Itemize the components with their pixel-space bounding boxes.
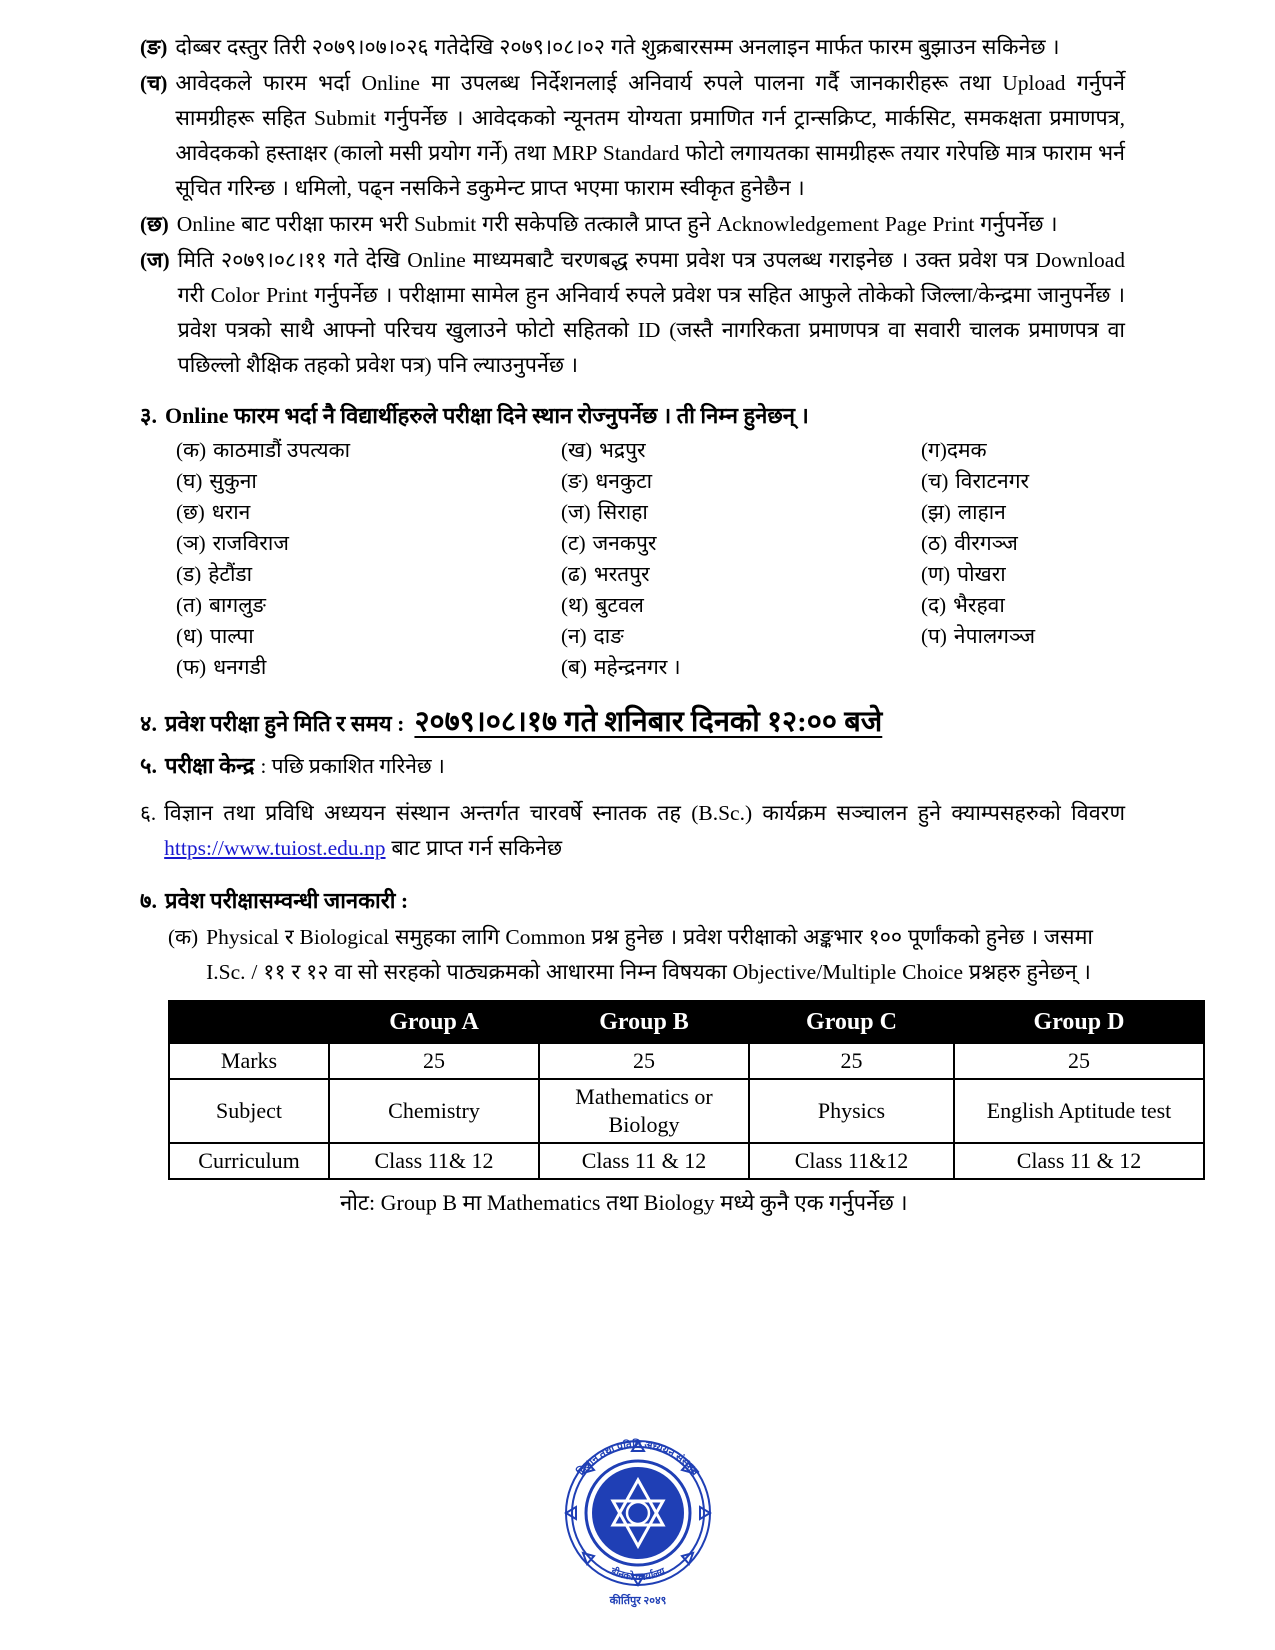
city-row	[176, 435, 1125, 466]
clause-ja	[140, 243, 1125, 383]
clause-ja-marker: (ज)	[140, 248, 170, 272]
tuiost-website-link[interactable]: https://www.tuiost.edu.np	[164, 836, 386, 860]
cell-curriculum-d: Class 11 & 12	[954, 1143, 1204, 1179]
section-6-text	[164, 796, 1125, 866]
cell-subject-a: Chemistry	[329, 1079, 539, 1143]
exam-city-list	[140, 435, 1125, 683]
city-name: सुकुना	[209, 469, 257, 493]
section-7-item-ka-text: Physical र Biological समुहका लागि Common प्रश्न हुनेछ । प्रवेश परीक्षाको अङ्कभार १०० पूर्णांकको हुनेछ । जसमा I.Sc. / ११ र १२ वा सो सरहको पाठ्यक्रमको आधारमा निम्न विषयका Objective/Multiple Choice प्रश्नहरु हुनेछन् ।	[206, 925, 1093, 984]
row-label-curriculum: Curriculum	[169, 1143, 329, 1179]
exam-date-time-value: २०७९।०८।१७ गते शनिबार दिनको १२:०० बजे	[414, 706, 883, 738]
clause-chha-marker: (छ)	[140, 212, 169, 236]
table-header-group-b: Group B	[539, 1001, 749, 1043]
city-item-chha[interactable]	[176, 497, 561, 528]
city-key: (ठ)	[921, 531, 948, 555]
city-row	[176, 528, 1125, 559]
section-3-title-rest: फारम भर्दा नै विद्यार्थीहरुले परीक्षा दिने स्थान रोज्नुपर्नेछ । ती निम्न हुनेछन् ।	[228, 403, 809, 428]
city-name: दमक	[946, 438, 987, 462]
city-item-da2[interactable]	[921, 590, 1125, 621]
city-item-empty	[921, 652, 1125, 683]
city-row	[176, 497, 1125, 528]
city-key: (ङ)	[561, 469, 589, 493]
city-item-nga[interactable]	[561, 466, 921, 497]
section-6-text-after: बाट प्राप्त गर्न सकिनेछ	[385, 836, 563, 860]
city-name: बागलुङ	[208, 593, 266, 617]
section-4	[140, 701, 1125, 740]
city-item-gha[interactable]	[176, 466, 561, 497]
city-item-cha[interactable]	[921, 466, 1125, 497]
city-name: धरान	[211, 500, 251, 524]
section-4-label: प्रवेश परीक्षा हुने मिति र समय :	[164, 711, 405, 736]
city-key: (ड)	[176, 562, 202, 586]
city-name: वीरगञ्ज	[954, 531, 1018, 555]
city-item-dha[interactable]	[561, 559, 921, 590]
clause-nga-text: दोब्बर दस्तुर तिरी २०७९।०७।०२६ गतेदेखि २०७९।०८।०२ गते शुक्रबारसम्म अनलाइन मार्फत फारम बुझाउन सकिनेछ ।	[175, 35, 1060, 59]
city-key: (ज)	[561, 500, 591, 524]
section-6	[140, 796, 1125, 866]
city-name: विराटनगर	[955, 469, 1030, 493]
city-key: (फ)	[176, 655, 207, 679]
city-key: (प)	[921, 624, 947, 648]
section-3-title	[165, 399, 1125, 433]
city-item-tha[interactable]	[921, 528, 1125, 559]
row-label-subject: Subject	[169, 1079, 329, 1143]
clause-nga-marker: (ङ)	[140, 35, 168, 59]
city-key: (ट)	[561, 531, 586, 555]
section-3-title-keyword: Online	[164, 403, 229, 428]
clause-ja-text: मिति २०७९।०८।११ गते देखि Online माध्यमबाटै चरणबद्ध रुपमा प्रवेश पत्र उपलब्ध गराइनेछ । उक्त प्रवेश पत्र Download गरी Color Print गर्नुपर्नेछ । परीक्षामा सामेल हुन अनिवार्य रुपले प्रवेश पत्र सहित आफुले तोकेको जिल्ला/केन्द्रमा जानुपर्नेछ । प्रवेश पत्रको साथै आफ्नो परिचय खुलाउने फोटो सहितको ID (जस्तै नागरिकता प्रमाणपत्र वा सवारी चालक प्रमाणपत्र वा पछिल्लो शैक्षिक तहको प्रवेश पत्र) पनि ल्याउनुपर्नेछ ।	[177, 248, 1125, 377]
table-header-row	[169, 1001, 1204, 1043]
city-key: (ब)	[561, 655, 587, 679]
clause-nga	[140, 30, 1125, 65]
cell-marks-c: 25	[749, 1043, 954, 1079]
section-7-number: ७.	[140, 888, 157, 913]
city-name: पोखरा	[957, 562, 1006, 586]
city-name: भैरहवा	[953, 593, 1005, 617]
city-key: (त)	[176, 593, 202, 617]
clause-chha-text: Online बाट परीक्षा फारम भरी Submit गरी सकेपछि तत्कालै प्राप्त हुने Acknowledgement Page Print गर्नुपर्नेछ ।	[176, 212, 1058, 236]
row-label-marks: Marks	[169, 1043, 329, 1079]
table-header-group-c: Group C	[749, 1001, 954, 1043]
section-7-item-ka-marker: (क)	[168, 925, 199, 949]
institution-seal	[0, 1418, 1275, 1608]
city-key: (द)	[921, 593, 947, 617]
city-key: (छ)	[176, 500, 205, 524]
cell-marks-d: 25	[954, 1043, 1204, 1079]
section-3-heading	[140, 399, 1125, 433]
city-name: दाङ	[593, 624, 624, 648]
city-row	[176, 590, 1125, 621]
section-6-text-before: विज्ञान तथा प्रविधि अध्ययन संस्थान अन्तर्गत चारवर्षे स्नातक तह (B.Sc.) कार्यक्रम सञ्चालन हुने क्याम्पसहरुको विवरण	[164, 801, 1125, 825]
city-name: महेन्द्रनगर ।	[593, 655, 681, 679]
seal-office-line: डीनको कार्यालय	[608, 1566, 667, 1584]
table-note-text: Group B मा Mathematics तथा Biology मध्ये कुनै एक गर्नुपर्नेछ ।	[375, 1190, 908, 1215]
city-row	[176, 466, 1125, 497]
seal-graphic	[543, 1418, 733, 1608]
table-row	[169, 1043, 1204, 1079]
cell-curriculum-a: Class 11& 12	[329, 1143, 539, 1179]
clause-cha-marker: (च)	[140, 71, 168, 95]
city-name: भद्रपुर	[599, 438, 646, 462]
city-key: (च)	[921, 469, 949, 493]
city-key: (ध)	[176, 624, 203, 648]
city-name: नेपालगञ्ज	[953, 624, 1036, 648]
city-item-nya[interactable]	[176, 528, 561, 559]
table-header-blank	[169, 1001, 329, 1043]
clause-cha-text: आवेदकले फारम भर्दा Online मा उपलब्ध निर्देशनलाई अनिवार्य रुपले पालना गर्दै जानकारीहरू तथा Upload गर्नुपर्ने सामग्रीहरू सहित Submit गर्नुपर्नेछ । आवेदकको न्यूनतम योग्यता प्रमाणित गर्न ट्रान्सक्रिप्ट, मार्कसिट, समकक्षता प्रमाणपत्र, आवेदकको हस्ताक्षर (कालो मसी प्रयोग गर्ने) तथा MRP Standard फोटो लगायतका सामग्रीहरू तयार गरेपछि मात्र फाराम भर्न सूचित गरिन्छ । धमिलो, पढ्न नसकिने डकुमेन्ट प्राप्त भएमा फाराम स्वीकृत हुनेछैन ।	[175, 71, 1125, 200]
city-item-dha2[interactable]	[176, 621, 561, 652]
section-4-number: ४.	[140, 711, 157, 736]
section-7-item-ka	[140, 920, 1125, 990]
city-key: (थ)	[561, 593, 589, 617]
section-5-value: : पछि प्रकाशित गरिनेछ ।	[260, 754, 445, 778]
cell-curriculum-c: Class 11&12	[749, 1143, 954, 1179]
city-item-pa[interactable]	[921, 621, 1125, 652]
city-name: काठमाडौं उपत्यका	[213, 438, 351, 462]
city-item-na[interactable]	[921, 559, 1125, 590]
city-name: जनकपुर	[592, 531, 657, 555]
city-item-ba[interactable]	[561, 652, 921, 683]
city-row	[176, 652, 1125, 683]
city-name: हेटौंडा	[208, 562, 253, 586]
seal-outer-text: विज्ञान तथा प्रविधि अध्ययन संस्थान	[575, 1439, 700, 1478]
section-7-title: प्रवेश परीक्षासम्वन्धी जानकारी :	[164, 888, 409, 913]
cell-marks-a: 25	[329, 1043, 539, 1079]
city-name: भरतपुर	[593, 562, 650, 586]
city-row	[176, 621, 1125, 652]
city-item-pha[interactable]	[176, 652, 561, 683]
city-key: (न)	[561, 624, 587, 648]
city-key: (ग)	[921, 438, 947, 462]
table-note	[340, 1188, 1125, 1218]
city-key: (ढ)	[561, 562, 587, 586]
city-key: (क)	[176, 438, 207, 462]
section-5	[140, 750, 1125, 780]
table-header-group-d: Group D	[954, 1001, 1204, 1043]
table-row	[169, 1143, 1204, 1179]
cell-curriculum-b: Class 11 & 12	[539, 1143, 749, 1179]
cell-marks-b: 25	[539, 1043, 749, 1079]
table-row	[169, 1079, 1204, 1143]
city-item-ta[interactable]	[561, 528, 921, 559]
city-key: (झ)	[921, 500, 951, 524]
seal-place-year: कीर्तिपुर २०४९	[609, 1595, 666, 1607]
cell-subject-b: Mathematics or Biology	[539, 1079, 749, 1143]
city-item-da[interactable]	[176, 559, 561, 590]
section-3-number: ३.	[140, 403, 157, 428]
svg-text:डीनको कार्यालय	[608, 1564, 668, 1583]
city-name: धनगडी	[213, 655, 267, 679]
city-item-na2[interactable]	[561, 621, 921, 652]
city-row	[176, 559, 1125, 590]
section-6-number: ६.	[140, 801, 157, 825]
city-item-tha2[interactable]	[561, 590, 921, 621]
city-item-ja[interactable]	[561, 497, 921, 528]
clause-cha	[140, 66, 1125, 206]
city-key: (ख)	[561, 438, 593, 462]
table-note-label: नोट:	[340, 1190, 376, 1215]
city-key: (घ)	[176, 469, 203, 493]
section-7-heading	[140, 884, 1125, 918]
city-item-ka[interactable]	[176, 435, 561, 466]
clause-chha	[140, 207, 1125, 242]
city-item-jha[interactable]	[921, 497, 1125, 528]
cell-subject-c: Physics	[749, 1079, 954, 1143]
city-item-ta2[interactable]	[176, 590, 561, 621]
city-name: धनकुटा	[595, 469, 653, 493]
city-key: (ञ)	[176, 531, 206, 555]
section-5-label: परीक्षा केन्द्र	[164, 753, 255, 778]
exam-group-table	[168, 1000, 1205, 1180]
city-item-kha[interactable]	[561, 435, 921, 466]
city-item-ga[interactable]	[921, 435, 1125, 466]
city-name: पाल्पा	[209, 624, 254, 648]
cell-subject-d: English Aptitude test	[954, 1079, 1204, 1143]
section-5-number: ५.	[140, 753, 157, 778]
city-key: (ण)	[921, 562, 951, 586]
city-name: बुटवल	[595, 593, 644, 617]
city-name: राजविराज	[212, 531, 289, 555]
city-name: लाहान	[957, 500, 1006, 524]
table-header-group-a: Group A	[329, 1001, 539, 1043]
city-name: सिराहा	[597, 500, 648, 524]
